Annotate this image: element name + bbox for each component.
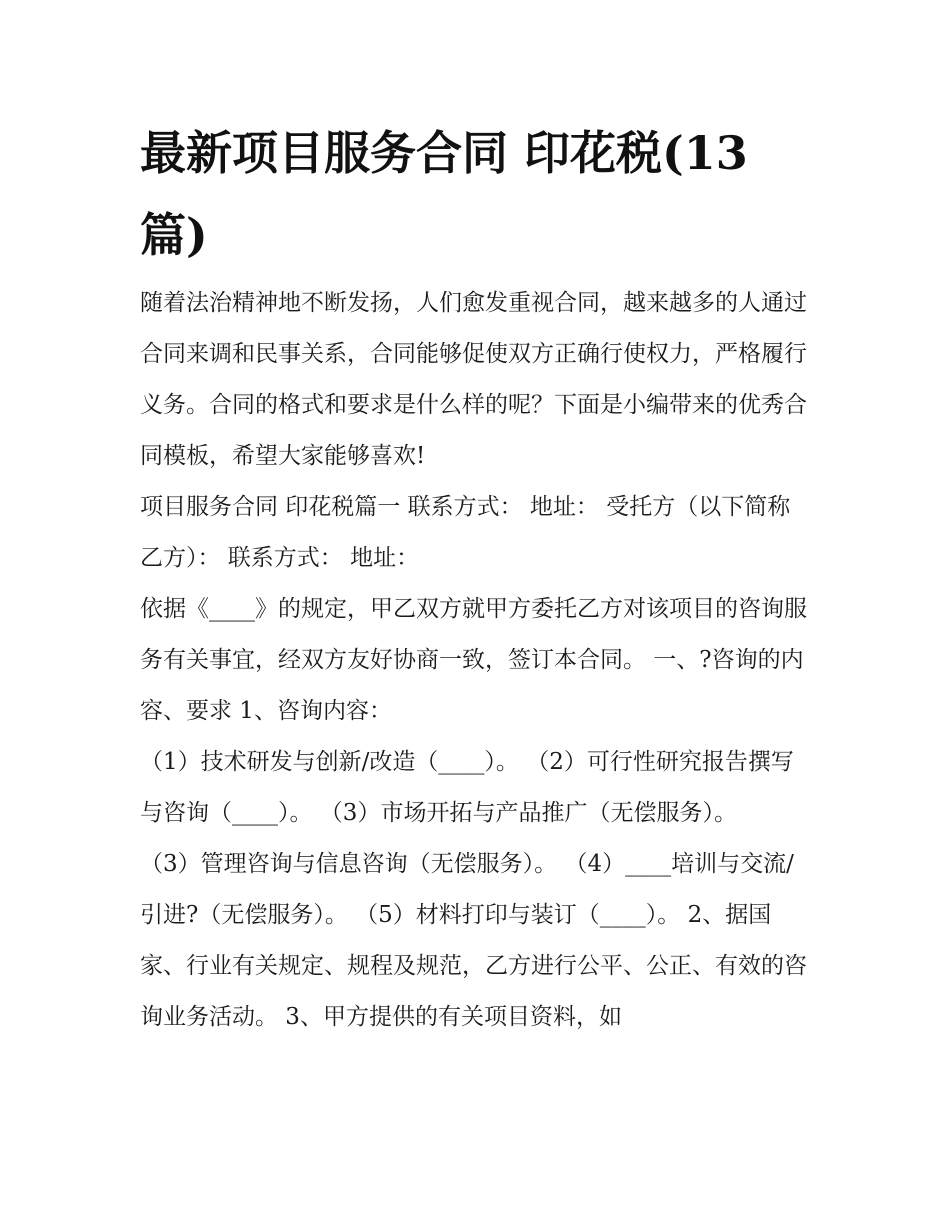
paragraph-intro: 随着法治精神地不断发扬，人们愈发重视合同，越来越多的人通过合同来调和民事关系，合同能够促使双方正确行使权力，严格履行义务。合同的格式和要求是什么样的呢？下面是小编带来的优秀合同模板，希望大家能够喜欢! (140, 290, 807, 469)
document-title: 最新项目服务合同 印花税(13篇) (140, 126, 748, 262)
paragraph-content-items-continued: （3）管理咨询与信息咨询（无偿服务）。 （4）____培训与交流/引进?（无偿服务）。 （5）材料打印与装订（____）。 2、据国家、行业有关规定、规程及规范，乙方进行公平、公正、有效的咨询业务活动。 3、甲方提供的有关项目资料，如 (140, 851, 807, 1030)
paragraph-parties: 项目服务合同 印花税篇一 联系方式： 地址： 受托方（以下简称乙方）： 联系方式： 地址： (140, 494, 791, 571)
paragraph-content-items: （1）技术研发与创新/改造（____）。 （2）可行性研究报告撰写与咨询（____）。 （3）市场开拓与产品推广（无偿服务）。 (140, 749, 794, 826)
document-body (140, 278, 812, 1043)
paragraph-basis: 依据《____》的规定，甲乙双方就甲方委托乙方对该项目的咨询服务有关事宜，经双方友好协商一致，签订本合同。 一、?咨询的内容、要求 1、咨询内容： (140, 596, 807, 724)
